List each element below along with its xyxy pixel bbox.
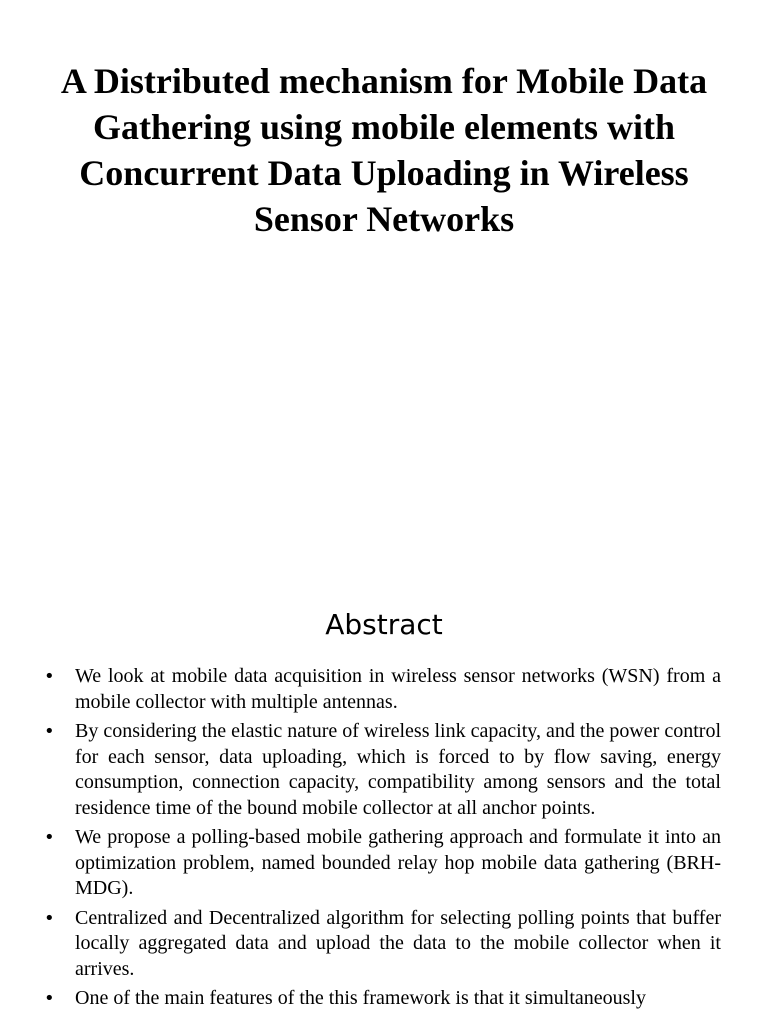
bullet-text: We propose a polling-based mobile gathering approach and formulate it into an optimization problem, named bounded relay hop mobile data gathering (BRH-MDG).	[75, 826, 721, 899]
abstract-heading: Abstract	[325, 608, 443, 641]
bullet-dot-icon: •	[44, 907, 55, 929]
abstract-bullet-list	[44, 664, 721, 1016]
bullet-item	[44, 906, 721, 983]
document-title: A Distributed mechanism for Mobile Data Gathering using mobile elements with Concurrent Data Uploading in Wireless Sensor Networks	[60, 61, 708, 239]
bullet-text: One of the main features of the this framework is that it simultaneously	[75, 987, 646, 1009]
bullet-text: We look at mobile data acquisition in wireless sensor networks (WSN) from a mobile collector with multiple antennas.	[75, 665, 721, 713]
bullet-item	[44, 719, 721, 821]
bullet-text: Centralized and Decentralized algorithm for selecting polling points that buffer locally aggregated data and upload the data to the mobile collector when it arrives.	[75, 906, 721, 980]
bullet-dot-icon: •	[44, 827, 55, 848]
bullet-text: By considering the elastic nature of wireless link capacity, and the power control for each sensor, data uploading, which is forced to by flow saving, energy consumption, connection capacity, compatibility among sensors and the total residence time of the bound mobile collector at all anchor points.	[75, 720, 721, 819]
bullet-dot-icon: •	[44, 988, 55, 1009]
bullet-dot-icon: •	[44, 666, 55, 687]
bullet-dot-icon: •	[44, 721, 55, 742]
bullet-item	[44, 825, 721, 902]
bullet-item	[44, 664, 721, 715]
bullet-item	[44, 986, 721, 1012]
